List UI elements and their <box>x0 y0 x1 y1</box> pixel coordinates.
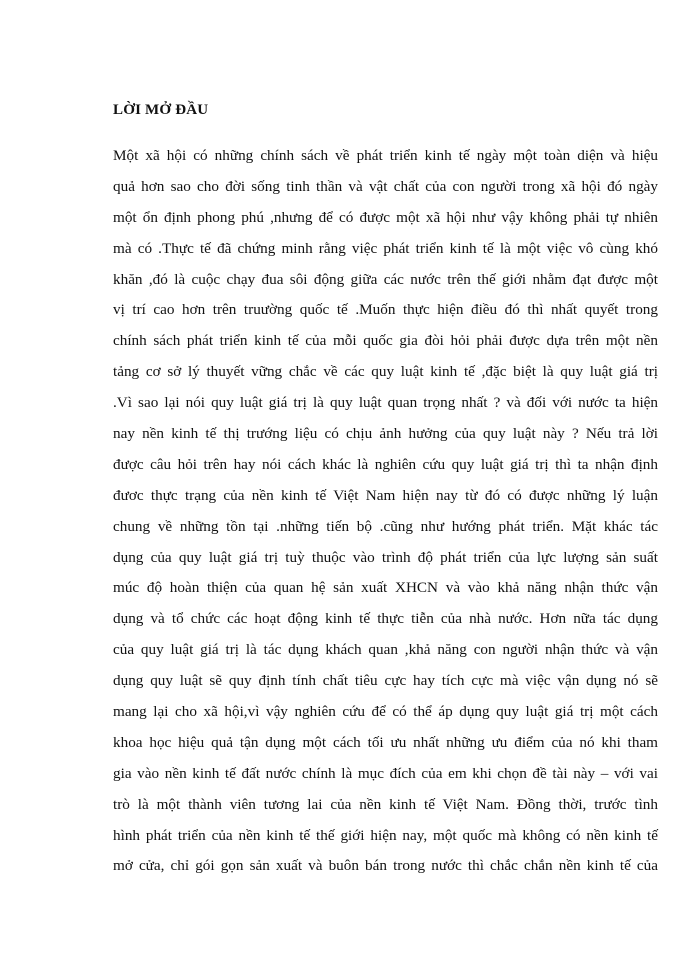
paragraph-line: mang lại cho xã hội,vì vậy nghiên cứu để có thể áp dụng quy luật giá trị một cách <box>113 703 658 721</box>
paragraph-line: tảng cơ sở lý thuyết vững chắc về các quy luật kinh tế ,đặc biệt là quy luật giá trị <box>113 363 658 381</box>
paragraph-line: nay nền kinh tế thị trướng liệu có chịu ảnh hưởng của quy luật này ? Nếu trả lời <box>113 425 658 443</box>
document-body <box>113 146 658 887</box>
paragraph-line: quả hơn sao cho đời sống tinh thần và vật chất của con người trong xã hội đó ngày <box>113 177 658 195</box>
paragraph-line: Một xã hội có những chính sách về phát triển kinh tế ngày một toàn diện và hiệu <box>113 147 658 164</box>
paragraph-line: dụng quy luật sẽ quy định tính chất tiêu cực hay tích cực mà việc vận dụng nó sẽ <box>113 672 658 690</box>
paragraph-line: dụng và tổ chức các hoạt động kinh tế thực tiễn của nhà nước. Hơn nữa tác dụng <box>113 610 658 628</box>
paragraph-line: chung về những tồn tại .những tiến bộ .cũng như hướng phát triển. Mặt khác tác <box>113 517 658 535</box>
paragraph-line: mở cửa, chỉ gói gọn sản xuất và buôn bán trong nước thì chắc chắn nền kinh tế của <box>113 857 658 875</box>
paragraph-line: của quy luật giá trị là tác dụng khách quan ,khả năng con người nhận thức và vận <box>113 641 658 659</box>
paragraph-line: một ổn định phong phú ,nhưng để có được một xã hội như vậy không phải tự nhiên <box>113 208 658 226</box>
paragraph-line: mà có .Thực tế đã chứng minh rằng việc phát triển kinh tế là một việc vô cùng khó <box>113 239 658 257</box>
paragraph-line: trò là một thành viên tương lai của nền kinh tế Việt Nam. Đồng thời, trước tình <box>113 795 658 813</box>
paragraph-line: hình phát triển của nền kinh tế thế giới hiện nay, một quốc mà không có nền kinh tế <box>113 826 658 844</box>
paragraph-line: chính sách phát triển kinh tế của mỗi quốc gia đòi hỏi phải được dựa trên một nền <box>113 332 658 350</box>
paragraph-line: khăn ,đó là cuộc chạy đua sôi động giữa các nước trên thế giới nhằm đạt được một <box>113 270 658 288</box>
paragraph-line: dụng của quy luật giá trị tuỳ thuộc vào trình độ phát triển của lực lượng sản suất <box>113 548 658 566</box>
paragraph-line: được câu hỏi trên hay nói cách khác là nghiên cứu quy luật giá trị thì ta nhận định <box>113 455 658 473</box>
paragraph-line: khoa học hiệu quả tận dụng một cách tối ưu nhất những ưu điểm của nó khi tham <box>113 733 658 751</box>
paragraph-line: múc độ hoàn thiện của quan hệ sản xuất XHCN và vào khả năng nhận thức vận <box>113 579 658 597</box>
document-heading: LỜI MỞ ĐẦU <box>113 102 209 118</box>
paragraph-line: vị trí cao hơn trên truường quốc tế .Muốn thực hiện điều đó thì nhất quyết trong <box>113 301 658 319</box>
paragraph-line: đươc thực trạng của nền kinh tế Việt Nam hiện nay từ đó có được những lý luận <box>113 486 658 504</box>
paragraph-line: gia vào nền kinh tế đất nước chính là mục đích của em khi chọn đề tài này – với vai <box>113 764 658 782</box>
paragraph-line: .Vì sao lại nói quy luật giá trị là quy luật quan trọng nhất ? và đối với nước ta hiện <box>113 394 658 412</box>
